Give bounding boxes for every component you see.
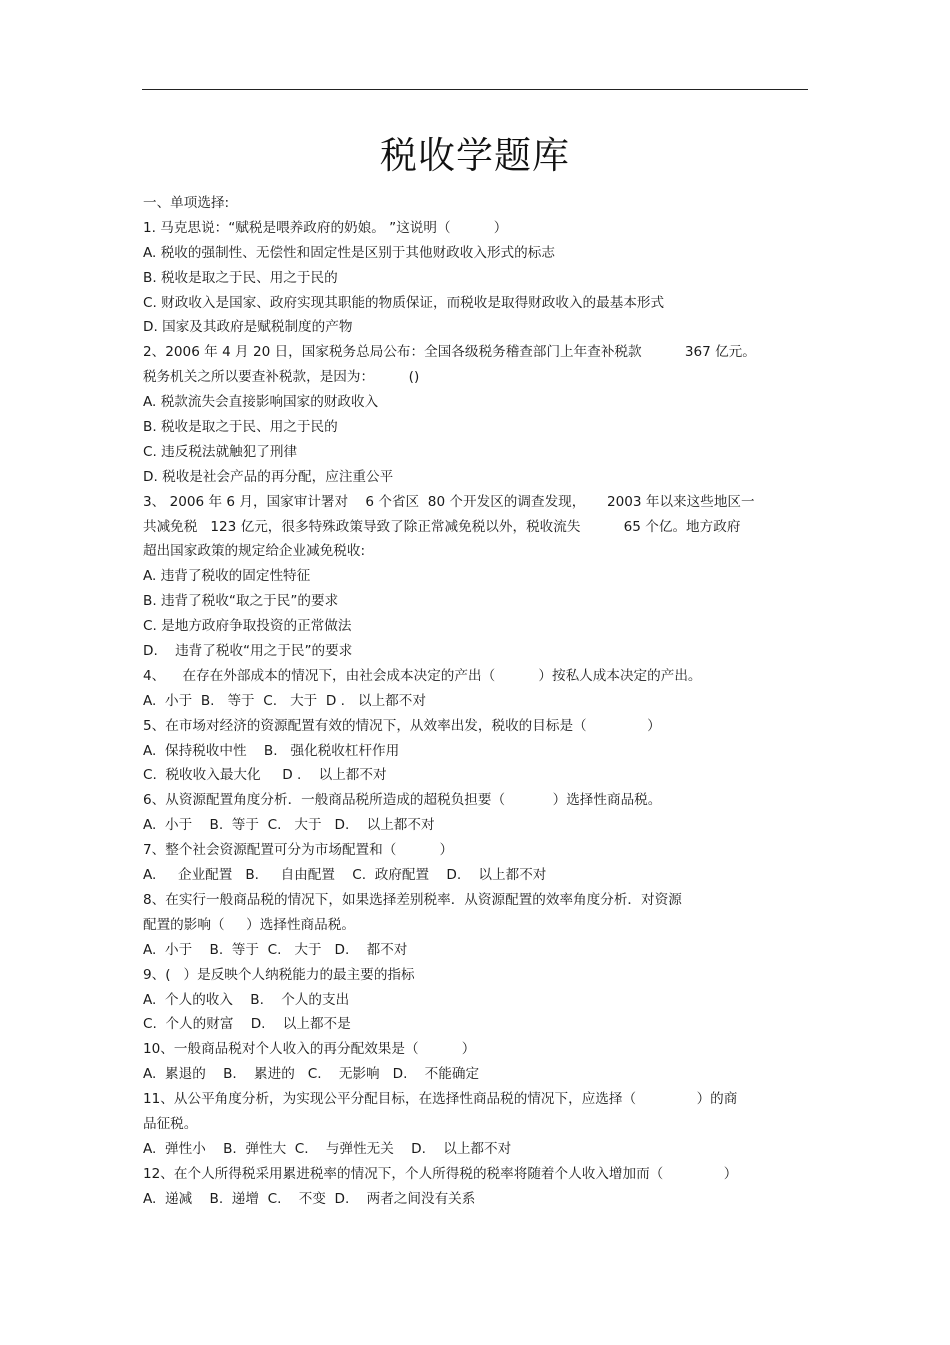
question-3-continued: 共减免税 123 亿元，很多特殊政策导致了除正常减免税以外，税收流失 65 个亿。地方政府 (143, 518, 741, 535)
option-line: B. 税收是取之于民、用之于民的 (143, 269, 338, 286)
option-line: D. 违背了税收“用之于民”的要求 (143, 643, 353, 660)
header-rule (142, 89, 808, 90)
option-line: C. 财政收入是国家、政府实现其职能的物质保证，而税收是取得财政收入的最基本形式 (143, 294, 665, 311)
question-6: 6、从资源配置角度分析．一般商品税所造成的超税负担要（ ）选择性商品税。 (143, 792, 662, 809)
option-line: A. 小于 B. 等于 C. 大于 D. 都不对 (143, 941, 408, 958)
question-3: 3、 2006 年 6 月，国家审计署对 6 个省区 80 个开发区的调查发现， 2003 年以来这些地区一 (143, 493, 755, 510)
question-11: 11、从公平角度分析，为实现公平分配目标，在选择性商品税的情况下，应选择（ ）的商 (143, 1091, 738, 1108)
option-line: C. 个人的财富 D. 以上都不是 (143, 1016, 351, 1033)
question-8-continued: 配置的影响（ ）选择性商品税。 (143, 916, 355, 933)
option-line: A. 小于 B. 等于 C. 大于 D . 以上都不对 (143, 692, 426, 709)
section-heading: 一、单项选择: (143, 195, 230, 211)
document-body (143, 191, 813, 1212)
question-7: 7、整个社会资源配置可分为市场配置和（ ） (143, 842, 454, 859)
option-line: A. 违背了税收的固定性特征 (143, 568, 311, 585)
question-11-continued: 品征税。 (143, 1115, 198, 1132)
question-3-continued: 超出国家政策的规定给企业减免税收: (143, 543, 366, 560)
option-line: D. 税收是社会产品的再分配，应注重公平 (143, 468, 394, 485)
question-5: 5、在市场对经济的资源配置有效的情况下，从效率出发，税收的目标是（ ） (143, 717, 661, 734)
document-title: 税收学题库 (380, 134, 570, 177)
option-line: A. 个人的收入 B. 个人的支出 (143, 991, 350, 1008)
question-10: 10、一般商品税对个人收入的再分配效果是（ ） (143, 1041, 476, 1058)
question-2-continued: 税务机关之所以要查补税款，是因为： () (143, 369, 420, 386)
option-line: A. 税收的强制性、无偿性和固定性是区别于其他财政收入形式的标志 (143, 244, 555, 261)
option-line: A. 小于 B. 等于 C. 大于 D. 以上都不对 (143, 817, 435, 834)
question-4: 4、 在存在外部成本的情况下，由社会成本决定的产出（ ）按私人成本决定的产出。 (143, 667, 702, 684)
option-line: A. 递减 B. 递增 C. 不变 D. 两者之间没有关系 (143, 1190, 476, 1207)
option-line: D. 国家及其政府是赋税制度的产物 (143, 319, 353, 336)
option-line: A. 税款流失会直接影响国家的财政收入 (143, 394, 379, 411)
question-2: 2、2006 年 4 月 20 日，国家税务总局公布：全国各级税务稽查部门上年查补税款 367 亿元。 (143, 344, 756, 361)
option-line: A. 累退的 B. 累进的 C. 无影响 D. 不能确定 (143, 1066, 480, 1083)
option-line: C. 税收收入最大化 D . 以上都不对 (143, 767, 387, 784)
option-line: A. 弹性小 B. 弹性大 C. 与弹性无关 D. 以上都不对 (143, 1140, 512, 1157)
option-line: C. 违反税法就触犯了刑律 (143, 443, 298, 460)
question-9: 9、( ）是反映个人纳税能力的最主要的指标 (143, 966, 415, 983)
option-line: A. 企业配置 B. 自由配置 C. 政府配置 D. 以上都不对 (143, 867, 547, 884)
option-line: B. 违背了税收“取之于民”的要求 (143, 593, 339, 610)
option-line: C. 是地方政府争取投资的正常做法 (143, 618, 352, 635)
question-12: 12、在个人所得税采用累进税率的情况下，个人所得税的税率将随着个人收入增加而（ ） (143, 1165, 738, 1182)
option-line: B. 税收是取之于民、用之于民的 (143, 419, 338, 436)
question-8: 8、在实行一般商品税的情况下，如果选择差别税率．从资源配置的效率角度分析．对资源 (143, 891, 682, 908)
option-line: A. 保持税收中性 B. 强化税收杠杆作用 (143, 742, 400, 759)
question-1: 1. 马克思说：“赋税是喂养政府的奶娘。 ”这说明（ ） (143, 219, 508, 236)
